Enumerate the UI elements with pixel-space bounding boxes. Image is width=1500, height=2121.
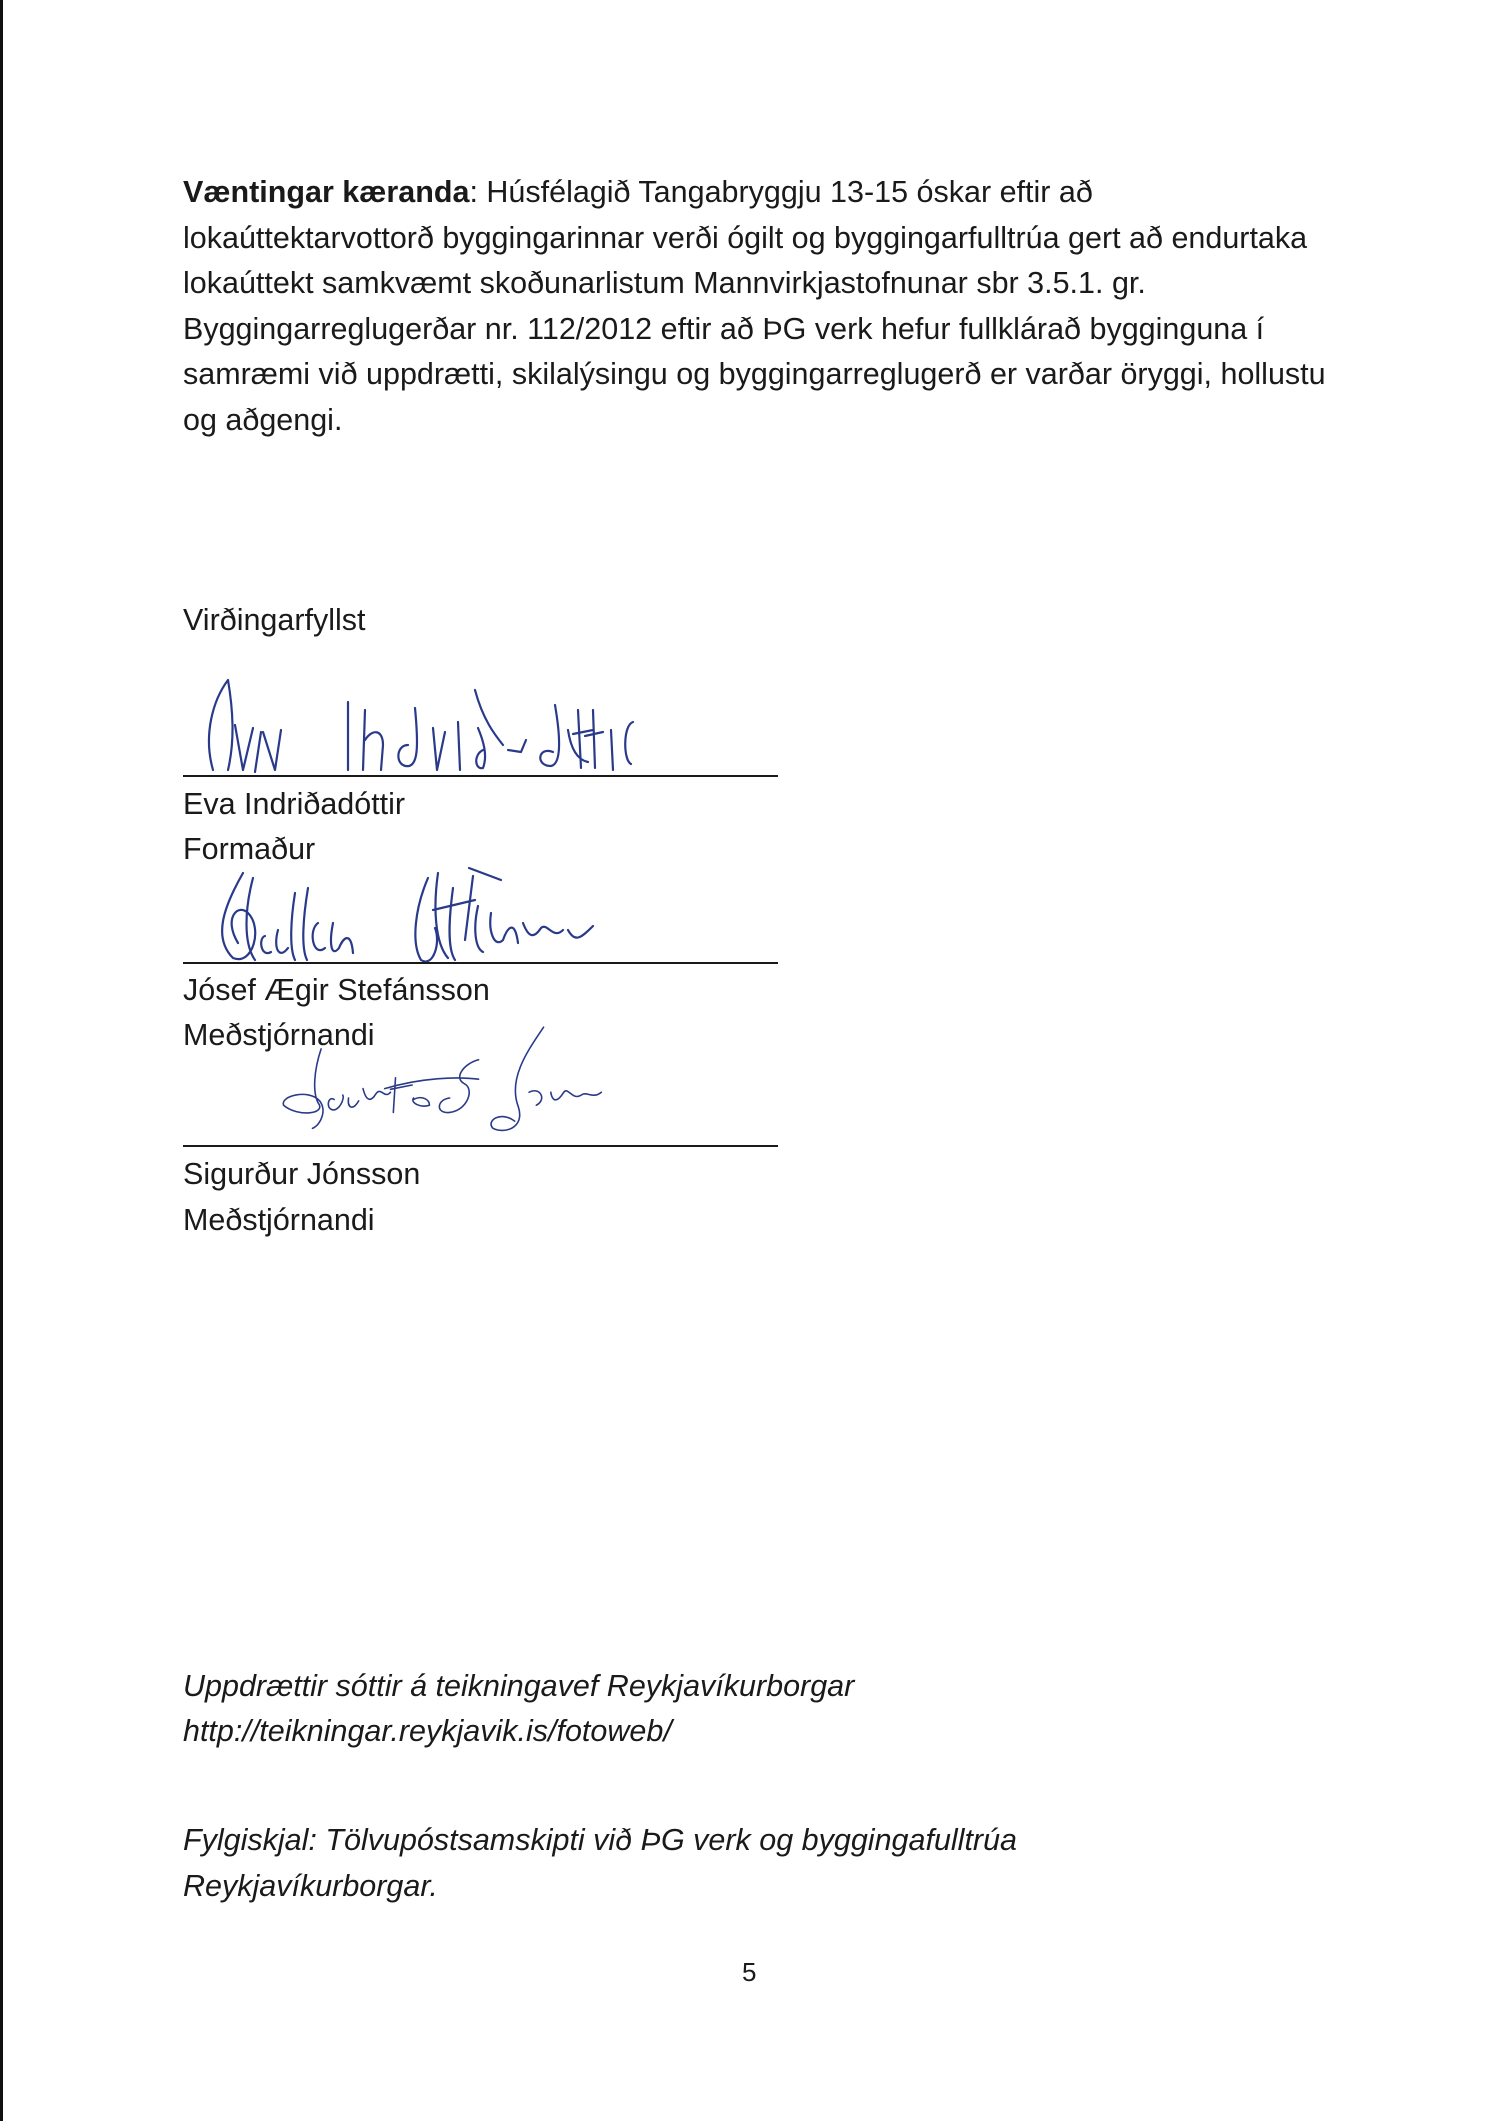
signature-line-eva — [183, 775, 778, 777]
expectation-separator: : — [469, 175, 487, 209]
signature-line-sigurdur — [183, 1145, 778, 1147]
signatory-name-eva: Eva Indriðadóttir — [183, 787, 406, 821]
expectation-text: Húsfélagið Tangabryggju 13-15 óskar eftir að lokaúttektarvottorð byggingarinnar verði ógilt og byggingarfulltrúa gert að endurtaka lokaúttekt samkvæmt skoðunarlistum Mannvirkjastofnunar sbr 3.5.1. gr. Byggingarreglugerðar nr. 112/2012 eftir að ÞG verk hefur fullklárað bygginguna í samræmi við uppdrætti, skilalýsingu og byggingarreglugerð er varðar öryggi, hollustu og aðgengi. — [183, 175, 1326, 437]
attachment-note: Fylgiskjal: Tölvupóstsamskipti við ÞG verk og byggingafulltrúa — [183, 1823, 1018, 1857]
attachment-note-continued: Reykjavíkurborgar. — [183, 1869, 438, 1903]
page-number: 5 — [742, 1957, 757, 1987]
drawings-note: Uppdrættir sóttir á teikningavef Reykjavíkurborgar — [183, 1669, 855, 1703]
signatory-role-sigurdur: Meðstjórnandi — [183, 1203, 375, 1237]
drawings-link[interactable]: http://teikningar.reykjavik.is/fotoweb/ — [183, 1714, 672, 1748]
signature-eva — [183, 660, 803, 790]
signatory-name-josef: Jósef Ægir Stefánsson — [183, 973, 490, 1007]
signatory-role-eva: Formaður — [183, 832, 316, 866]
signatory-role-josef: Meðstjórnandi — [183, 1018, 375, 1052]
signatory-name-sigurdur: Sigurður Jónsson — [183, 1157, 421, 1191]
closing-salutation: Virðingarfyllst — [183, 603, 366, 637]
signature-line-josef — [183, 962, 778, 964]
signature-sigurdur — [183, 1020, 803, 1150]
expectation-paragraph — [183, 170, 1343, 443]
expectation-label: Væntingar kæranda — [183, 175, 470, 209]
signature-josef — [183, 848, 803, 978]
scan-edge — [0, 0, 3, 2121]
